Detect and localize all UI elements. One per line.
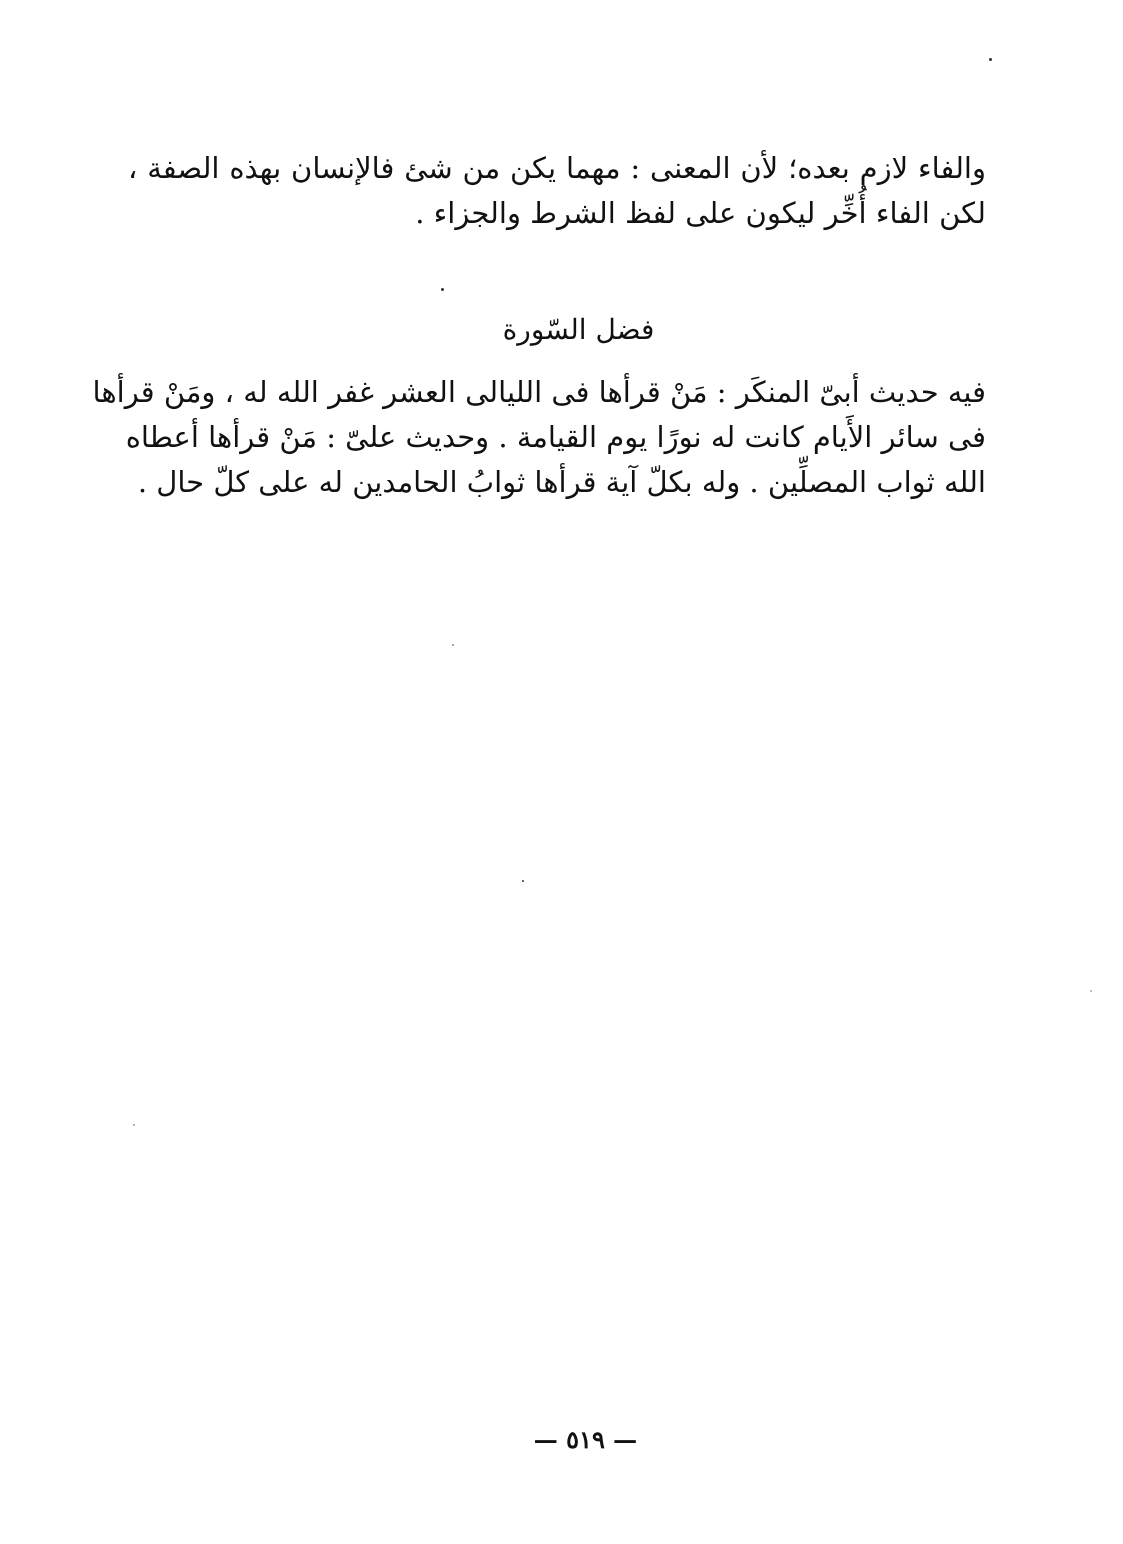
- paragraph-line: فى سائر الأَيام كانت له نورًا يوم القيامة . وحديث علىّ : مَنْ قرأها أعطاه: [125, 420, 986, 454]
- scan-speck: [133, 1124, 135, 1126]
- paragraph-line: لكن الفاء أُخِّر ليكون على لفظ الشرط والجزاء .: [415, 196, 986, 230]
- scan-speck: [452, 644, 454, 646]
- scan-speck: [989, 58, 992, 61]
- scan-speck: [441, 288, 444, 291]
- paragraph-surah-virtue: [92, 370, 986, 505]
- section-heading-text: فضل السّورة: [502, 313, 655, 346]
- paragraph-line: الله ثواب المصلِّين . وله بكلّ آية قرأها ثوابُ الحامدين له على كلّ حال .: [137, 465, 986, 499]
- page-number-text: — ٥١٩ —: [533, 1425, 638, 1454]
- page-number: [0, 1423, 1123, 1457]
- paragraph-line: فيه حديث أبىّ المنكَر : مَنْ قرأها فى الليالى العشر غفر الله له ، ومَنْ قرأها: [92, 375, 986, 409]
- section-heading: [0, 310, 1123, 350]
- scan-speck: [1090, 990, 1092, 992]
- paragraph-line: والفاء لازم بعده؛ لأن المعنى : مهما يكن من شئ فالإنسان بهذه الصفة ،: [128, 151, 986, 185]
- scan-speck: [522, 880, 524, 882]
- paragraph-condition-explanation: [128, 146, 986, 236]
